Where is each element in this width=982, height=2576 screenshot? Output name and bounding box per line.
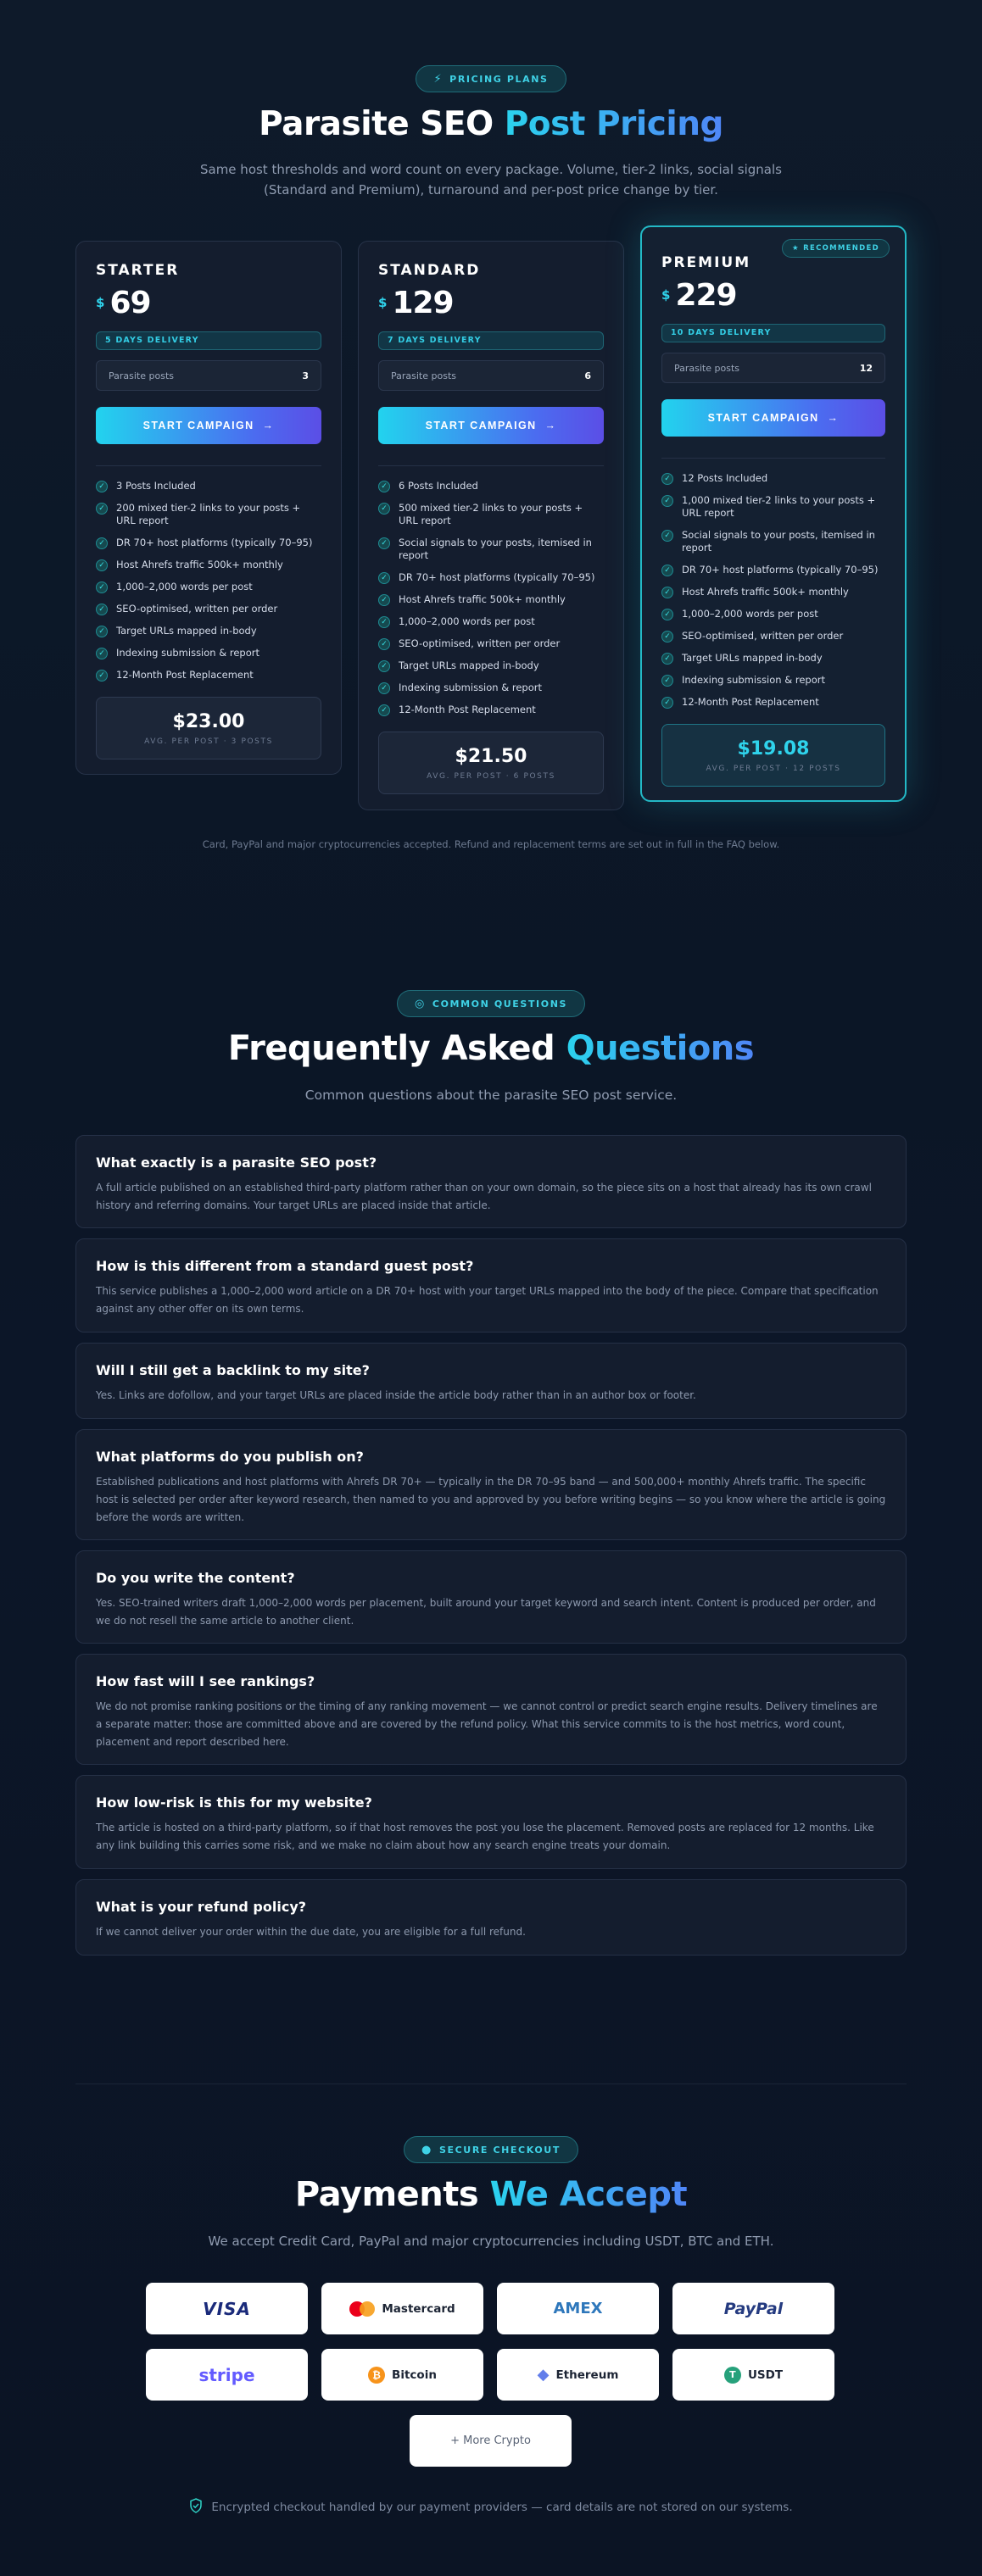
mastercard-logo (349, 2301, 375, 2317)
currency-symbol: $ (378, 295, 388, 310)
faq-item[interactable] (75, 1429, 907, 1540)
check-icon: ✓ (378, 503, 390, 515)
feature-item (661, 564, 885, 576)
faq-answer: Established publications and host platforms with Ahrefs DR 70+ — typically in the DR 70–95 band — and 500,000+ monthly Ahrefs traffic. The specific host is selected per order after keyword research, then named to you and approved by you before writing begins — so you know where the article is going before the words are written. (96, 1476, 886, 1523)
pricing-subtitle-line2: (Standard and Premium), turnaround and per-post price change by tier. (264, 182, 718, 198)
arrow-right-icon: → (827, 412, 840, 424)
bitcoin-icon: ₿ (368, 2367, 385, 2384)
faq-title-main: Frequently Asked (227, 1029, 555, 1068)
pricing-title-main: Parasite SEO (259, 105, 494, 143)
feature-item (661, 652, 885, 665)
tether-icon: T (724, 2367, 741, 2384)
faq-answer: A full article published on an established third-party platform rather than on your own domain, so the piece sits on a host that already has its own crawl history and referring domains. Your target URLs are placed inside that article. (96, 1182, 872, 1211)
pricing-subtitle (0, 159, 982, 200)
faq-badge (397, 990, 585, 1017)
avg-per-post-value: $21.50 (455, 745, 527, 767)
pricing-badge-wrap (0, 65, 982, 92)
payments-title-main: Payments (294, 2175, 479, 2214)
check-icon: ✓ (661, 631, 673, 643)
feature-item (96, 669, 321, 682)
more-crypto-label: + More Crypto (450, 2434, 531, 2447)
check-icon: ✓ (378, 660, 390, 672)
start-campaign-button[interactable] (378, 407, 604, 444)
help-circle-icon: ◎ (414, 997, 426, 1010)
currency-symbol: $ (661, 287, 671, 303)
feature-item (378, 480, 604, 492)
paypal-logo: PayPal (723, 2299, 784, 2318)
plan-price (378, 286, 604, 323)
feature-item (378, 682, 604, 694)
posts-count-row (96, 360, 321, 391)
feature-text: Indexing submission & report (116, 647, 259, 659)
check-icon: ✓ (96, 581, 108, 593)
faq-question: What is your refund policy? (96, 1899, 307, 1915)
feature-text: 1,000 mixed tier-2 links to your posts + URL report (682, 494, 876, 519)
avg-per-post-box (96, 697, 321, 759)
feature-item (661, 586, 885, 598)
delivery-badge: 10 DAYS DELIVERY (661, 324, 885, 342)
feature-item (661, 674, 885, 687)
faq-answer: Yes. SEO-trained writers draft 1,000–2,000 words per placement, built around your target keyword and search intent. Content is produced per order, and we do not resell the same article to another client. (96, 1597, 876, 1627)
faq-item[interactable] (75, 1775, 907, 1869)
faq-subtitle: Common questions about the parasite SEO post service. (304, 1088, 678, 1103)
price-amount: 229 (675, 278, 737, 313)
faq-badge-wrap (0, 990, 982, 1017)
recommended-badge: ★ RECOMMENDED (782, 239, 890, 258)
feature-item (96, 480, 321, 492)
plan-price (96, 286, 321, 323)
check-icon: ✓ (96, 670, 108, 682)
feature-item (96, 581, 321, 593)
feature-item (661, 494, 885, 520)
feature-text: 12-Month Post Replacement (116, 669, 254, 681)
plan-price (661, 278, 885, 315)
delivery-badge: 7 DAYS DELIVERY (378, 331, 604, 350)
faq-question: Will I still get a backlink to my site? (96, 1362, 370, 1378)
feature-item (96, 625, 321, 637)
pricing-subtitle-line1: Same host thresholds and word count on every package. Volume, tier-2 links, social signals (199, 162, 782, 177)
check-icon: ✓ (96, 626, 108, 637)
arrow-right-icon: → (262, 420, 275, 431)
dot-icon: ● (421, 2143, 432, 2156)
check-icon: ✓ (378, 682, 390, 694)
feature-text: 12-Month Post Replacement (682, 696, 819, 708)
payment-paypal (672, 2283, 834, 2334)
start-campaign-button[interactable] (661, 399, 885, 437)
bitcoin-label: Bitcoin (392, 2367, 437, 2382)
payments-badge-label: SECURE CHECKOUT (439, 2144, 561, 2156)
check-icon: ✓ (661, 530, 673, 542)
feature-list (378, 480, 604, 716)
faq-item[interactable] (75, 1238, 907, 1333)
pricing-badge (416, 65, 566, 92)
divider (661, 458, 885, 459)
ethereum-label: Ethereum (555, 2367, 619, 2382)
check-icon: ✓ (661, 565, 673, 576)
plan-name: STARTER (96, 262, 180, 279)
faq-question: How low-risk is this for my website? (96, 1794, 372, 1811)
payments-badge-wrap (0, 2136, 982, 2163)
feature-text: 1,000–2,000 words per post (682, 608, 818, 620)
posts-label: Parasite posts (674, 362, 739, 374)
check-icon: ✓ (378, 537, 390, 549)
faq-question: How fast will I see rankings? (96, 1673, 315, 1689)
check-icon: ✓ (96, 481, 108, 492)
feature-text: 12-Month Post Replacement (399, 704, 536, 715)
mastercard-label: Mastercard (382, 2301, 455, 2316)
shield-check-icon (189, 2498, 203, 2517)
payment-stripe (146, 2349, 308, 2401)
feature-text: 12 Posts Included (682, 472, 768, 484)
feature-text: DR 70+ host platforms (typically 70–95) (399, 571, 595, 583)
feature-item (661, 630, 885, 643)
amex-logo: AMEX (553, 2300, 603, 2317)
feature-item (661, 608, 885, 620)
feature-text: 1,000–2,000 words per post (399, 615, 535, 627)
feature-text: 6 Posts Included (399, 480, 478, 492)
avg-per-post-box (661, 724, 885, 787)
payments-title-accent: We Accept (489, 2175, 688, 2214)
faq-answer: We do not promise ranking positions or the timing of any ranking movement — we cannot control or predict search engine results. Delivery timelines are a separate matter: those are committed above and are covered by the refund policy. What this service commits to is the host metrics, word count, placement and report described here. (96, 1700, 878, 1748)
plan-name: PREMIUM (661, 254, 751, 271)
payments-title (0, 2175, 982, 2214)
check-icon: ✓ (661, 473, 673, 485)
pricing-title (0, 105, 982, 143)
check-icon: ✓ (96, 537, 108, 549)
faq-item[interactable] (75, 1879, 907, 1956)
avg-per-post-value: $23.00 (172, 710, 245, 732)
feature-item (378, 593, 604, 606)
faq-badge-label: COMMON QUESTIONS (432, 998, 568, 1010)
check-icon: ✓ (661, 697, 673, 709)
faq-title (0, 1029, 982, 1068)
check-icon: ✓ (661, 653, 673, 665)
plan-card-standard (358, 241, 624, 810)
payment-more-crypto (410, 2415, 572, 2467)
ethereum-icon: ◆ (537, 2366, 550, 2384)
start-campaign-label: START CAMPAIGN (425, 420, 537, 431)
plan-name: STANDARD (378, 262, 481, 279)
faq-item[interactable] (75, 1654, 907, 1765)
feature-item (96, 537, 321, 549)
feature-text: DR 70+ host platforms (typically 70–95) (116, 537, 313, 548)
payment-visa (146, 2283, 308, 2334)
bolt-icon: ⚡ (433, 72, 444, 86)
feature-text: Host Ahrefs traffic 500k+ monthly (399, 593, 566, 605)
posts-label: Parasite posts (109, 370, 174, 381)
posts-label: Parasite posts (391, 370, 456, 381)
check-icon: ✓ (378, 594, 390, 606)
faq-answer: The article is hosted on a third-party platform, so if that host removes the post you lose the placement. Removed posts are replaced for 12 months. Like any link building this carries some risk, and we make no claim about how any search engine treats your domain. (96, 1822, 874, 1851)
check-icon: ✓ (96, 604, 108, 615)
payment-ethereum (497, 2349, 659, 2401)
price-amount: 129 (392, 286, 454, 320)
feature-item (378, 537, 604, 562)
feature-text: SEO-optimised, written per order (116, 603, 278, 615)
divider (378, 465, 604, 466)
price-amount: 69 (109, 286, 151, 320)
plan-card-premium (640, 225, 907, 802)
feature-list (96, 480, 321, 682)
check-icon: ✓ (661, 675, 673, 687)
check-icon: ✓ (661, 495, 673, 507)
posts-count-row (378, 360, 604, 391)
feature-text: Target URLs mapped in-body (116, 625, 257, 637)
feature-text: 500 mixed tier-2 links to your posts + URL report (399, 502, 583, 526)
faq-answer: If we cannot deliver your order within the due date, you are eligible for a full refund. (96, 1926, 526, 1938)
posts-count-row (661, 353, 885, 383)
payments-subtitle: We accept Credit Card, PayPal and major cryptocurrencies including USDT, BTC and ETH. (208, 2234, 774, 2249)
delivery-badge: 5 DAYS DELIVERY (96, 331, 321, 350)
usdt-label: USDT (747, 2367, 784, 2382)
avg-per-post-box (378, 732, 604, 794)
faq-answer: This service publishes a 1,000–2,000 word article on a DR 70+ host with your target URLs mapped into the body of the piece. Compare that specification against any other offer on its own terms. (96, 1285, 879, 1315)
faq-question: Do you write the content? (96, 1570, 295, 1586)
start-campaign-label: START CAMPAIGN (707, 412, 819, 424)
faq-item[interactable] (75, 1343, 907, 1419)
feature-text: Target URLs mapped in-body (399, 659, 539, 671)
start-campaign-button[interactable] (96, 407, 321, 444)
feature-item (96, 603, 321, 615)
faq-item[interactable] (75, 1135, 907, 1228)
avg-per-post-label: AVG. PER POST · 3 POSTS (144, 737, 273, 746)
faq-item[interactable] (75, 1550, 907, 1644)
feature-text: 1,000–2,000 words per post (116, 581, 253, 593)
check-icon: ✓ (661, 609, 673, 620)
feature-text: Host Ahrefs traffic 500k+ monthly (116, 559, 283, 570)
faq-title-accent: Questions (566, 1029, 755, 1068)
start-campaign-label: START CAMPAIGN (142, 420, 254, 431)
posts-count: 6 (584, 370, 591, 381)
check-icon: ✓ (96, 559, 108, 571)
feature-text: Indexing submission & report (399, 682, 542, 693)
faq-question: What exactly is a parasite SEO post? (96, 1154, 377, 1171)
posts-count: 12 (859, 362, 873, 374)
feature-item (378, 659, 604, 672)
payment-amex (497, 2283, 659, 2334)
feature-text: Indexing submission & report (682, 674, 825, 686)
feature-item (378, 615, 604, 628)
pricing-cards (75, 241, 907, 817)
feature-item (96, 502, 321, 527)
posts-count: 3 (302, 370, 309, 381)
feature-item (96, 647, 321, 659)
feature-text: SEO-optimised, written per order (399, 637, 561, 649)
feature-item (378, 637, 604, 650)
check-icon: ✓ (378, 704, 390, 716)
payments-badge (404, 2136, 578, 2163)
currency-symbol: $ (96, 295, 105, 310)
feature-item (378, 704, 604, 716)
payment-mastercard (321, 2283, 483, 2334)
avg-per-post-value: $19.08 (737, 737, 810, 759)
feature-item (661, 529, 885, 554)
secure-note-text: Encrypted checkout handled by our payment providers — card details are not stored on our systems. (211, 2501, 793, 2514)
check-icon: ✓ (378, 572, 390, 584)
arrow-right-icon: → (544, 420, 557, 431)
feature-item (378, 571, 604, 584)
feature-item (96, 559, 321, 571)
faq-question: What platforms do you publish on? (96, 1449, 364, 1465)
avg-per-post-label: AVG. PER POST · 12 POSTS (706, 764, 841, 773)
secure-checkout-note (0, 2498, 982, 2517)
faq-list (75, 1135, 907, 1966)
feature-text: Social signals to your posts, itemised in report (399, 537, 592, 561)
payment-note: Card, PayPal and major cryptocurrencies accepted. Refund and replacement terms are set out in full in the FAQ below. (202, 838, 780, 850)
check-icon: ✓ (378, 638, 390, 650)
feature-item (378, 502, 604, 527)
feature-text: 200 mixed tier-2 links to your posts + URL report (116, 502, 301, 526)
payment-bitcoin (321, 2349, 483, 2401)
check-icon: ✓ (378, 481, 390, 492)
payment-usdt (672, 2349, 834, 2401)
divider (96, 465, 321, 466)
check-icon: ✓ (96, 503, 108, 515)
faq-answer: Yes. Links are dofollow, and your target URLs are placed inside the article body rather than in an author box or footer. (96, 1389, 696, 1401)
check-icon: ✓ (96, 648, 108, 659)
feature-list (661, 472, 885, 709)
check-icon: ✓ (661, 587, 673, 598)
visa-logo: VISA (203, 2298, 251, 2319)
feature-text: Target URLs mapped in-body (682, 652, 823, 664)
pricing-title-accent: Post Pricing (504, 105, 723, 143)
stripe-logo: stripe (198, 2364, 255, 2385)
pricing-badge-label: PRICING PLANS (449, 73, 549, 85)
avg-per-post-label: AVG. PER POST · 6 POSTS (427, 771, 555, 781)
feature-text: Host Ahrefs traffic 500k+ monthly (682, 586, 849, 598)
feature-text: SEO-optimised, written per order (682, 630, 844, 642)
plan-card-starter (75, 241, 342, 775)
feature-text: DR 70+ host platforms (typically 70–95) (682, 564, 879, 576)
feature-text: Social signals to your posts, itemised in report (682, 529, 875, 554)
feature-item (661, 696, 885, 709)
feature-text: 3 Posts Included (116, 480, 196, 492)
feature-item (661, 472, 885, 485)
faq-question: How is this different from a standard guest post? (96, 1258, 474, 1274)
check-icon: ✓ (378, 616, 390, 628)
